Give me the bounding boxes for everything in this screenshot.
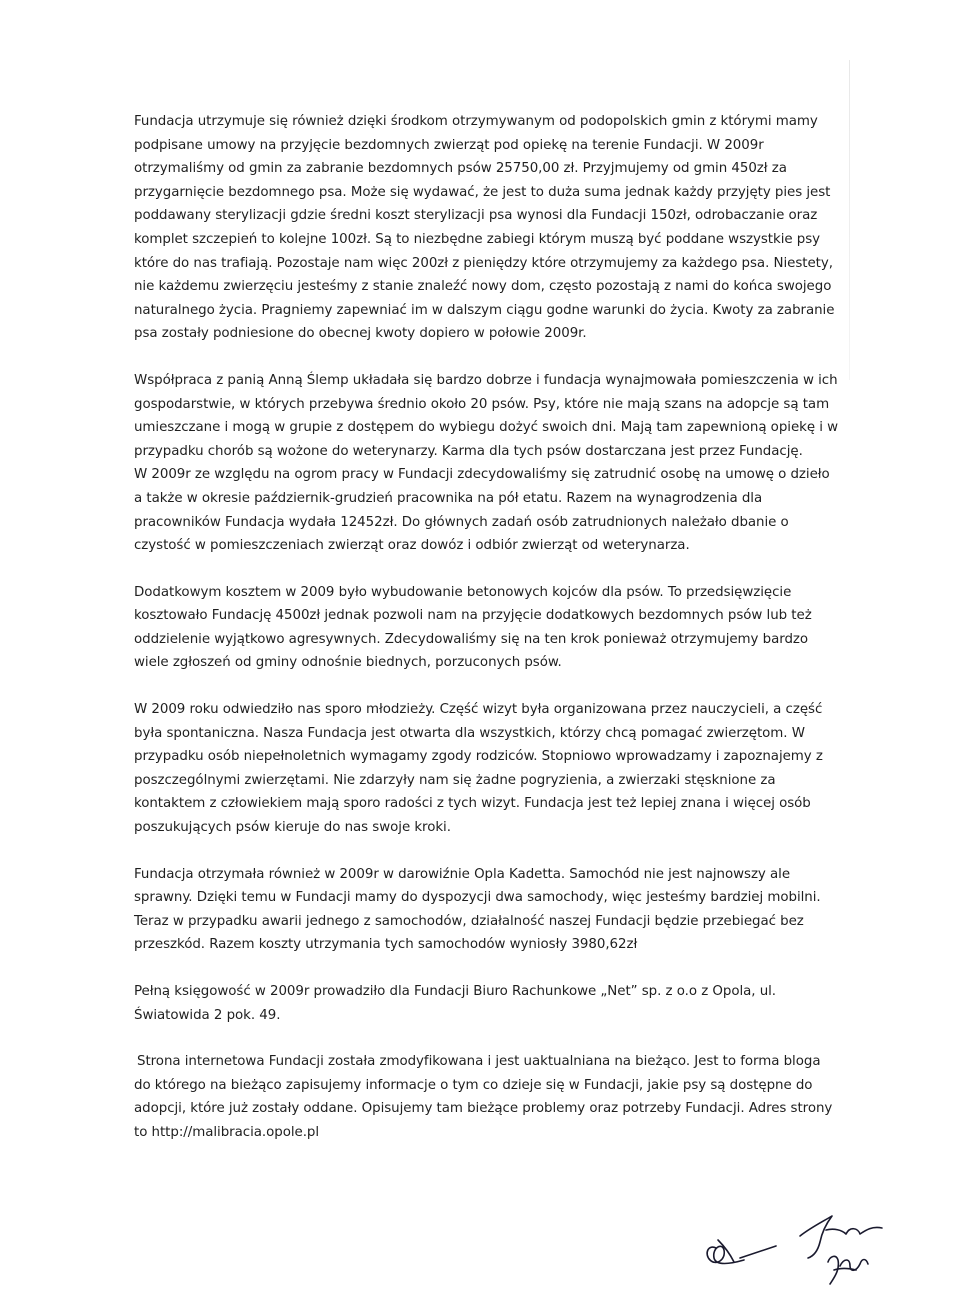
handwritten-signature <box>700 1200 910 1290</box>
paragraph-website: Strona internetowa Fundacji została zmodyfikowana i jest uaktualniana na bieżąco. Jest to forma bloga do którego na bieżąco zapisujemy informacje o tym co dzieje się w Fundacji, jakie psy są dostępne do adopcji, które już zostały oddane. Opisujemy tam bieżące problemy oraz potrzeby Fundacji. Adres strony to http://malibracia.opole.pl <box>134 1054 833 1140</box>
paragraph-kennels: Dodatkowym kosztem w 2009 było wybudowanie betonowych kojców dla psów. To przedsięwzięcie kosztowało Fundację 4500zł jednak pozwoli nam na przyjęcie dodatkowych bezdomnych psów lub też oddzielenie wyjątkowo agresywnych. Zdecydowaliśmy się na ten krok ponieważ otrzymujemy bardzo wiele zgłoszeń od gminy odnośnie biednych, porzuconych psów. <box>134 584 812 671</box>
paragraph-car-donation: Fundacja otrzymała również w 2009r w darowiźnie Opla Kadetta. Samochód nie jest najnowszy ale sprawny. Dzięki temu w Fundacji mamy do dyspozycji dwa samochody, więc jesteśmy bardziej mobilni. Teraz w przypadku awarii jednego z samochodów, działalność naszej Fundacji będzie przebiegać bez przeszkód. Razem koszty utrzymania tych samochodów wyniosły 3980,62zł <box>134 866 821 953</box>
document-body <box>134 110 840 1168</box>
scan-edge-line <box>849 60 850 380</box>
paragraph-accounting: Pełną księgowość w 2009r prowadziło dla Fundacji Biuro Rachunkowe „Net” sp. z o.o z Opola, ul. Światowida 2 pok. 49. <box>134 984 777 1023</box>
paragraph-cooperation: Współpraca z panią Anną Ślemp układała się bardzo dobrze i fundacja wynajmowała pomieszczenia w ich gospodarstwie, w których przebywa średnio około 20 psów. Psy, które nie mają szans na adopcje są tam umieszczane i mogą w grupie z dostępem do wybiegu dożyć swoich dni. Mają tam zapewnioną opiekę i w przypadku chorób są wożone do weterynarzy. Karma dla tych psów dostarczana jest przez Fundację. <box>134 372 839 459</box>
paragraph-employment: W 2009r ze względu na ogrom pracy w Fundacji zdecydowaliśmy się zatrudnić osobę na umowę o dzieło a także w okresie październik-grudzień pracownika na pół etatu. Razem na wynagrodzenia dla pracowników Fundacja wydała 12452zł. Do głównych zadań osób zatrudnionych należało dbanie o czystość w pomieszczeniach zwierząt oraz dowóz i odbiór zwierząt od weterynarza. <box>134 467 830 554</box>
paragraph-municipal-funding: Fundacja utrzymuje się również dzięki środkom otrzymywanym od podopolskich gmin z którymi mamy podpisane umowy na przyjęcie bezdomnych zwierząt pod opiekę na terenie Fundacji. W 2009r otrzymaliśmy od gmin za zabranie bezdomnych psów 25750,00 zł. Przyjmujemy od gmin 450zł za przygarnięcie bezdomnego psa. Może się wydawać, że jest to duża suma jednak każdy przyjęty pies jest poddawany sterylizacji gdzie średni koszt sterylizacji psa wynosi dla Fundacji 150zł, odrobaczanie oraz komplet szczepień to kolejne 100zł. Są to niezbędne zabiegi którym muszą być poddane wszystkie psy które do nas trafiają. Pozostaje nam więc 200zł z pieniędzy które otrzymujemy za każdego psa. Niestety, nie każdemu zwierzęciu jesteśmy z stanie znaleźć nowy dom, często pozostają z nami do końca swojego naturalnego życia. Pragniemy zapewniać im w dalszym ciągu godne warunki do życia. Kwoty za zabranie psa zostały podniesione do obecnej kwoty dopiero w połowie 2009r. <box>134 114 835 342</box>
paragraph-youth-visits: W 2009 roku odwiedziło nas sporo młodzieży. Część wizyt była organizowana przez nauczycieli, a część była spontaniczna. Nasza Fundacja jest otwarta dla wszystkich, którzy chcą pomagać zwierzętom. W przypadku osób niepełnoletnich wymagamy zgody rodziców. Stopniowo wprowadzamy i zapoznajemy z poszczególnymi zwierzętami. Nie zdarzyły nam się żadne pogryzienia, a zwierzaki stęsknione za kontaktem z człowiekiem mają sporo radości z tych wizyt. Fundacja jest też lepiej znana i więcej osób poszukujących psów kieruje do nas swoje kroki. <box>134 702 823 836</box>
